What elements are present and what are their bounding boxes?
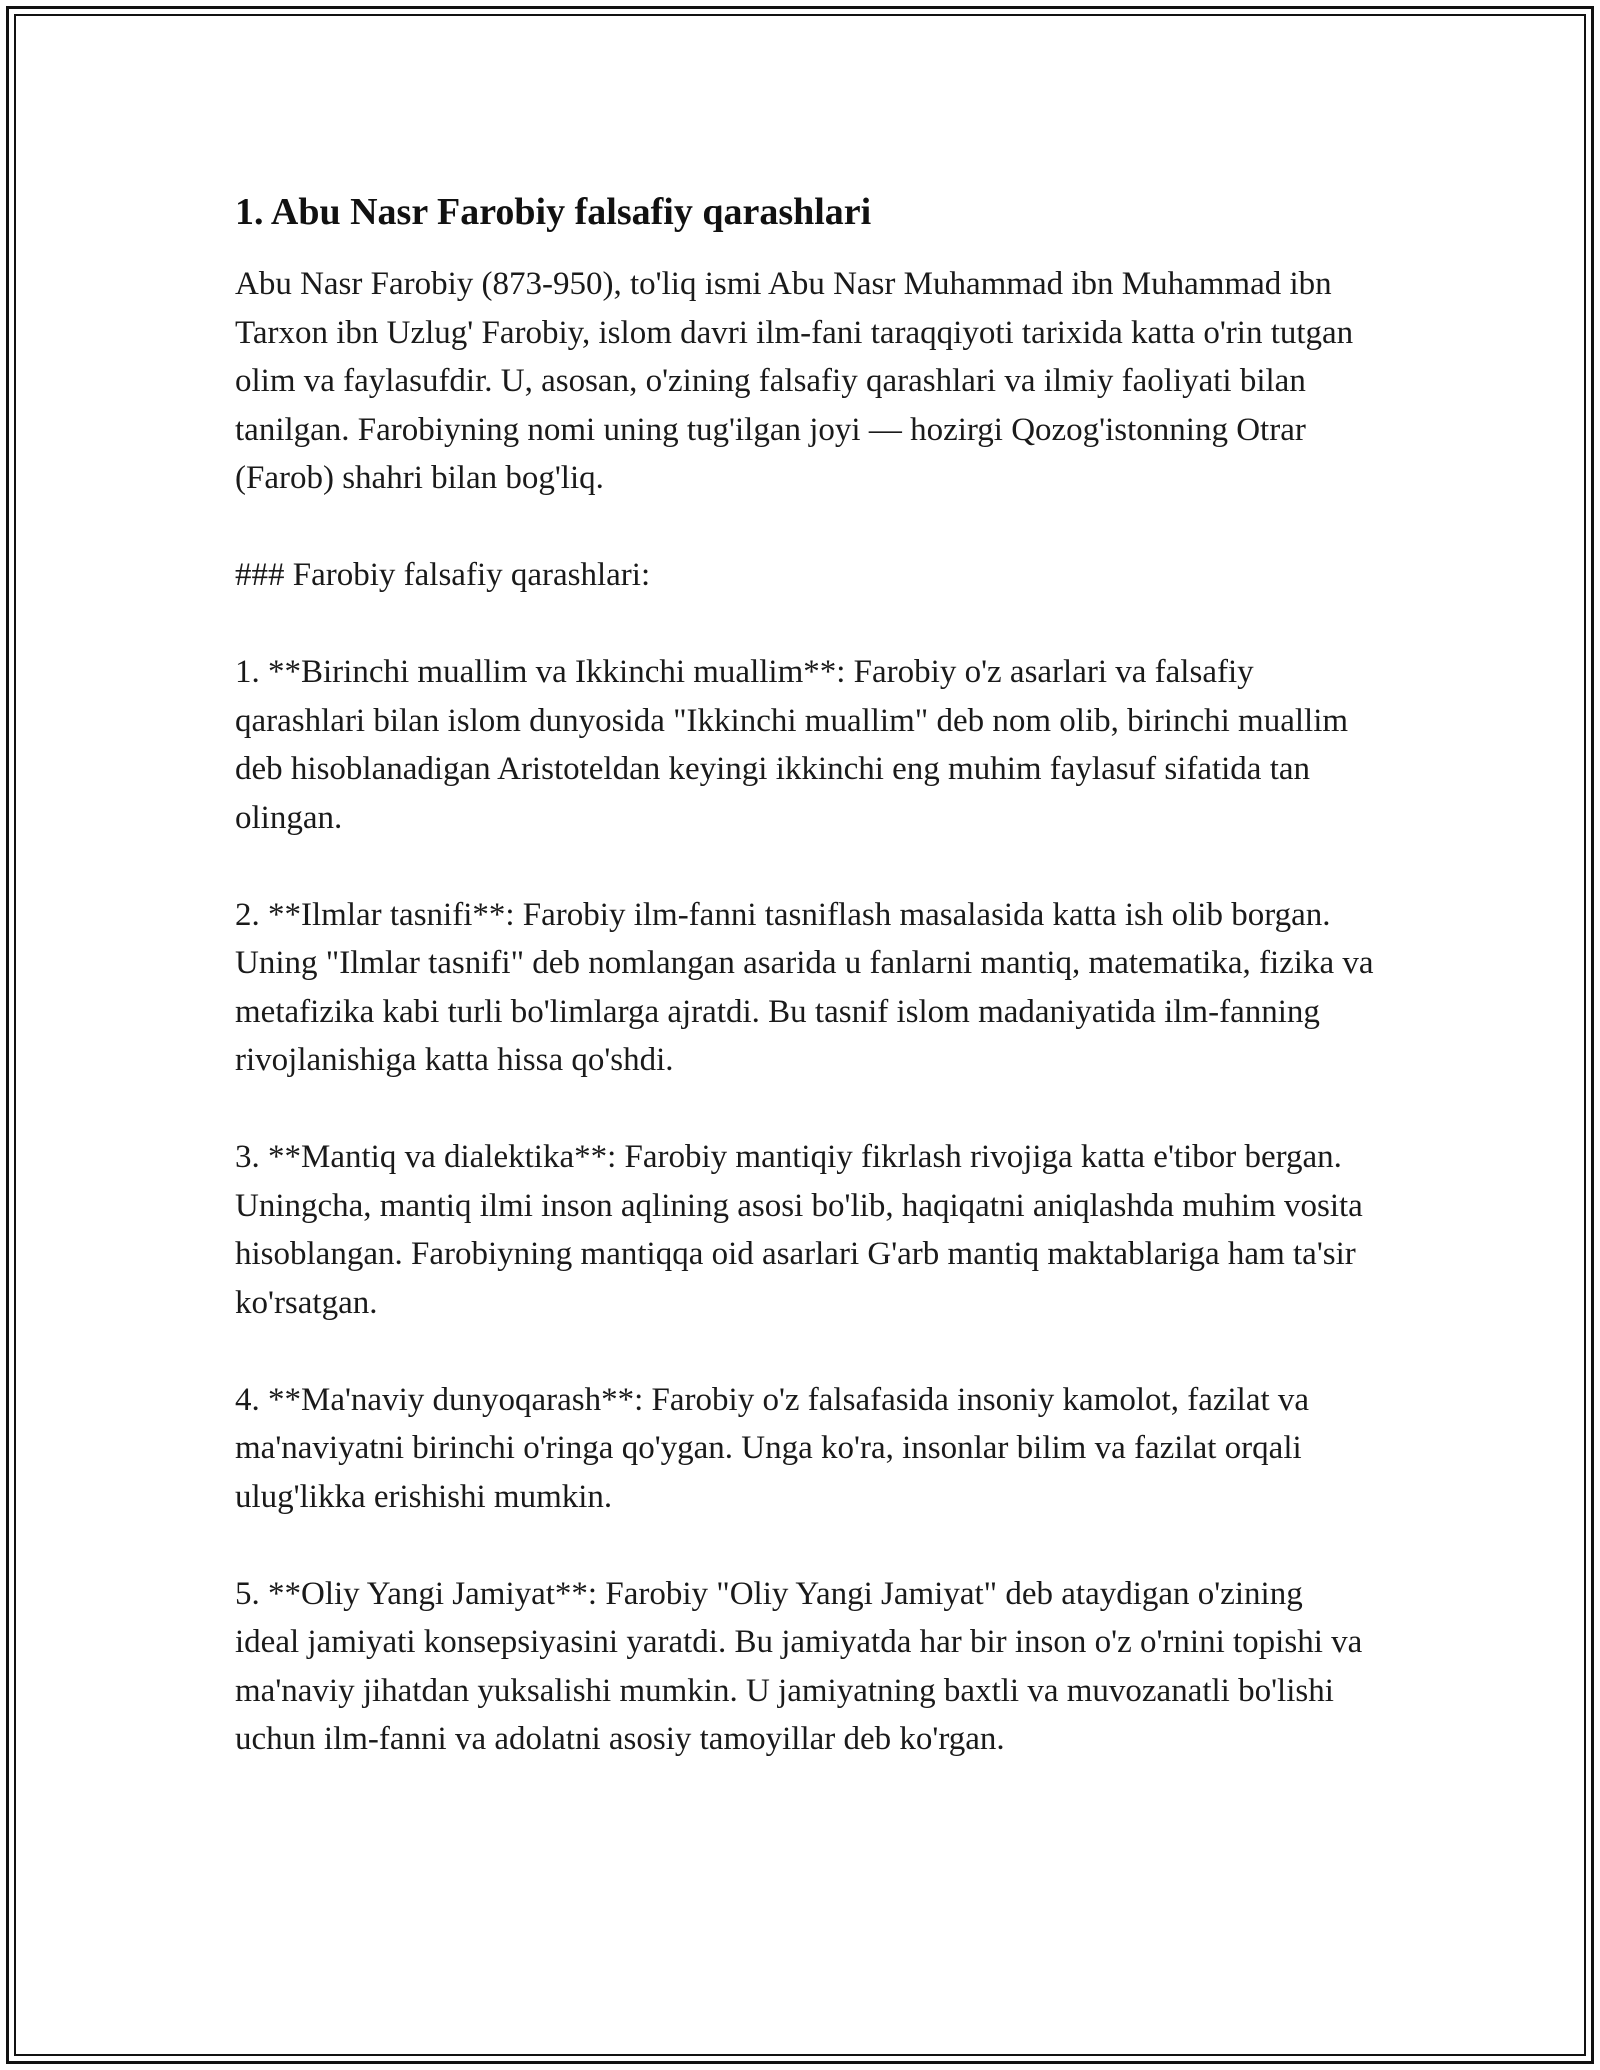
document-title: 1. Abu Nasr Farobiy falsafiy qarashlari — [235, 191, 872, 233]
list-item-3-paragraph: 3. **Mantiq va dialektika**: Farobiy mantiqiy fikrlash rivojiga katta e'tibor bergan. Uningcha, mantiq ilmi inson aqlining asosi bo'lib, haqiqatni aniqlashda muhim vosita hisoblangan. Farobiyning mantiqqa oid asarlari G'arb mantiq maktablariga ham ta'sir ko'rsatgan. — [235, 1139, 1363, 1321]
list-item-5-paragraph: 5. **Oliy Yangi Jamiyat**: Farobiy "Oliy Yangi Jamiyat" deb ataydigan o'zining ideal jamiyati konsepsiyasini yaratdi. Bu jamiyatda har bir inson o'z o'rnini topishi va ma'naviy jihatdan yuksalishi mumkin. U jamiyatning baxtli va muvozanatli bo'lishi uchun ilm-fanni va adolatni asosiy tamoyillar deb ko'rgan. — [235, 1575, 1363, 1757]
list-item-1-paragraph: 1. **Birinchi muallim va Ikkinchi muallim**: Farobiy o'z asarlari va falsafiy qarashlari bilan islom dunyosida "Ikkinchi muallim" deb nom olib, birinchi muallim deb hisoblanadigan Aristoteldan keyingi ikkinchi eng muhim faylasuf sifatida tan olingan. — [235, 654, 1349, 836]
list-item-4-paragraph: 4. **Ma'naviy dunyoqarash**: Farobiy o'z falsafasida insoniy kamolot, fazilat va ma'naviyatni birinchi o'ringa qo'ygan. Unga ko'ra, insonlar bilim va fazilat orqali ulug'likka erishishi mumkin. — [235, 1381, 1310, 1515]
intro-paragraph: Abu Nasr Farobiy (873-950), to'liq ismi Abu Nasr Muhammad ibn Muhammad ibn Tarxon ibn Uzlug' Farobiy, islom davri ilm-fani taraqqiyoti tarixida katta o'rin tutgan olim va faylasufdir. U, asosan, o'zining falsafiy qarashlari va ilmiy faoliyati bilan tanilgan. Farobiyning nomi uning tug'ilgan joyi — hozirgi Qozog'istonning Otrar (Farob) shahri bilan bog'liq. — [235, 266, 1354, 496]
section-heading-paragraph: ### Farobiy falsafiy qarashlari: — [235, 557, 651, 593]
list-item-2-paragraph: 2. **Ilmlar tasnifi**: Farobiy ilm-fanni tasniflash masalasida katta ish olib borgan. Uning "Ilmlar tasnifi" deb nomlangan asarida u fanlarni mantiq, matematika, fizika va metafizika kabi turli bo'limlarga ajratdi. Bu tasnif islom madaniyatida ilm-fanning rivojlanishiga katta hissa qo'shdi. — [235, 896, 1374, 1078]
document-body — [235, 188, 1375, 1764]
